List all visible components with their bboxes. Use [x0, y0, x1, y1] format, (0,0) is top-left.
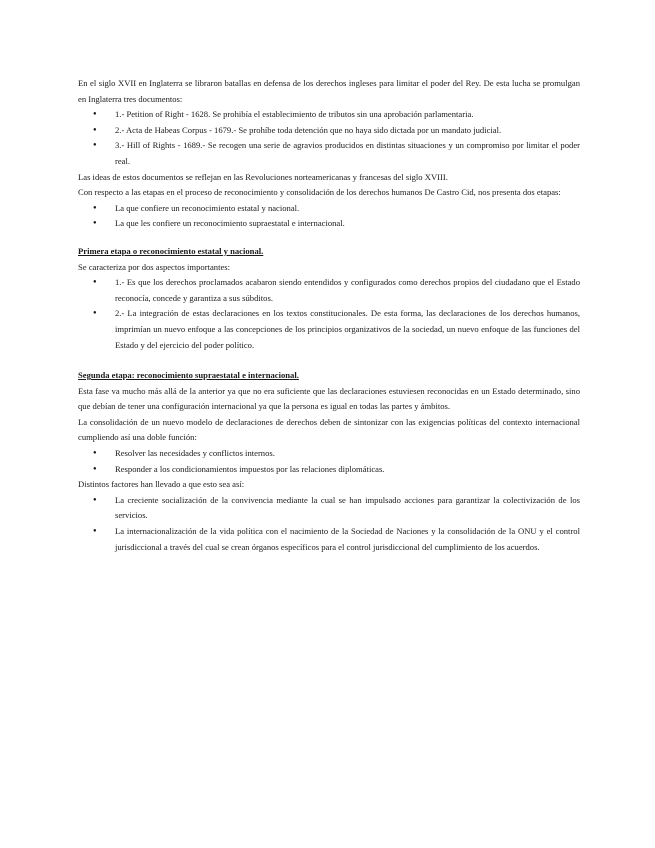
- section-heading-first-stage: Primera etapa o reconocimiento estatal y nacional.: [78, 245, 264, 256]
- list-item: ● La creciente socialización de la convivencia mediante la cual se han impulsado acciones para garantizar la colectivización de los servicios.: [78, 493, 580, 524]
- list-item: ● Resolver las necesidades y conflictos internos.: [78, 446, 580, 462]
- intro-paragraph: En el siglo XVII en Inglaterra se libraron batallas en defensa de los derechos ingleses para limitar el poder del Rey. De esta lucha se promulgan en Inglaterra tres documentos:: [78, 78, 580, 104]
- stages-paragraph: Con respecto a las etapas en el proceso de reconocimiento y consolidación de los derechos humanos De Castro Cid, nos presenta dos etapas:: [78, 187, 561, 198]
- documents-list: [78, 107, 580, 169]
- first-stage-list: [78, 275, 580, 353]
- list-item: ● La que les confiere un reconocimiento supraestatal e internacional.: [78, 216, 580, 232]
- list-item: ● La que confiere un reconocimiento estatal y nacional.: [78, 201, 580, 217]
- list-item: ● 3.- Hill of Rights - 1689.- Se recogen una serie de agravios producidos en distintas situaciones y un compromiso por limitar el poder real.: [78, 138, 580, 169]
- document-page: [78, 76, 580, 555]
- ideas-paragraph: Las ideas de estos documentos se reflejan en las Revoluciones norteamericanas y francesas del siglo XVIII.: [78, 171, 448, 182]
- list-item: ● 2.- Acta de Habeas Corpus - 1679.- Se prohíbe toda detención que no haya sido dictada por un mandato judicial.: [78, 123, 580, 139]
- stages-list: [78, 201, 580, 232]
- factors-list: [78, 493, 580, 555]
- list-item: ● Responder a los condicionamientos impuestos por las relaciones diplomáticas.: [78, 462, 580, 478]
- second-stage-paragraph-3: Distintos factores han llevado a que esto sea así:: [78, 479, 245, 490]
- functions-list: [78, 446, 580, 477]
- first-stage-intro: Se caracteriza por dos aspectos importantes:: [78, 261, 231, 272]
- list-item: ● 2.- La integración de estas declaraciones en los textos constitucionales. De esta forma, las declaraciones de los derechos humanos, imprimían un nuevo enfoque a las concepciones de los principios organizativos de la sociedad, un nuevo enfoque de las funciones del Estado y del ejercicio del poder político.: [78, 306, 580, 353]
- second-stage-paragraph-1: Esta fase va mucho más allá de la anterior ya que no era suficiente que las declaraciones estuviesen reconocidas en un Estado determinado, sino que debían de tener una configuración internacional ya que la persona es igual en todas las partes y ámbitos.: [78, 385, 580, 412]
- list-item: ● 1.- Petition of Right - 1628. Se prohibía el establecimiento de tributos sin una aprobación parlamentaria.: [78, 107, 580, 123]
- second-stage-paragraph-2: La consolidación de un nuevo modelo de declaraciones de derechos deben de sintonizar con las exigencias políticas del contexto internacional cumpliendo así una doble función:: [78, 416, 580, 443]
- list-item: ● La internacionalización de la vida política con el nacimiento de la Sociedad de Naciones y la consolidación de la ONU y el control jurisdiccional a través del cual se crean órganos específicos para el control jurisdiccional del cumplimiento de los acuerdos.: [78, 524, 580, 555]
- section-heading-second-stage: Segunda etapa: reconocimiento supraestatal e internacional.: [78, 370, 299, 381]
- list-item: ● 1.- Es que los derechos proclamados acabaron siendo entendidos y configurados como derechos propios del ciudadano que el Estado reconocía, concede y garantiza a sus súbditos.: [78, 275, 580, 306]
